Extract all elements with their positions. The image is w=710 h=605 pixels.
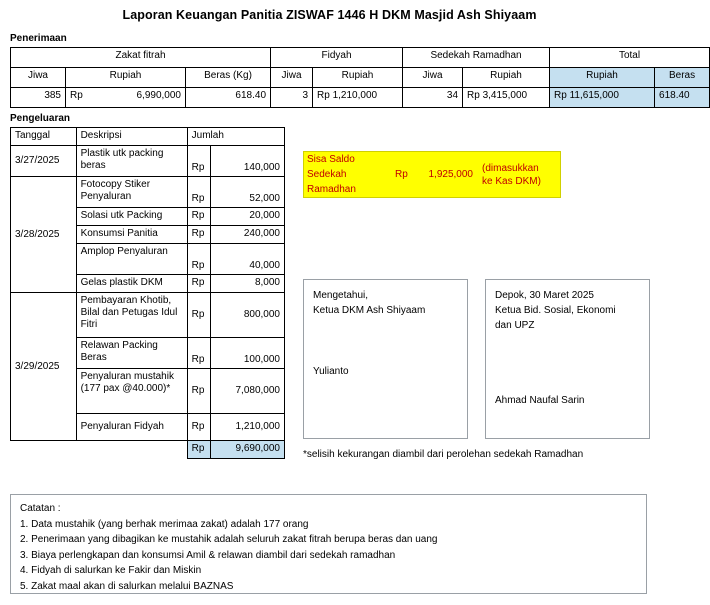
col-tanggal: Tanggal [11, 128, 77, 146]
total-spacer-2 [76, 441, 187, 459]
table-row-total [11, 441, 285, 459]
signature-left-line1: Mengetahui, [313, 290, 369, 301]
col-zakat-rupiah: Rupiah [66, 68, 186, 88]
sisa-saldo-line1: Sisa Saldo [307, 154, 355, 165]
cell-jumlah: 800,000 [210, 293, 284, 338]
table-row [11, 68, 710, 88]
pengeluaran-label: Pengeluaran [10, 113, 71, 124]
cell-deskripsi: Relawan Packing Beras [76, 338, 187, 369]
pengeluaran-area [10, 127, 649, 459]
cell-currency: Rp [187, 208, 210, 226]
cell-jumlah: 8,000 [210, 275, 284, 293]
sisa-saldo-amount: 1,925,000 [428, 169, 473, 180]
col-total-rupiah: Rupiah [550, 68, 655, 88]
total-jumlah: 9,690,000 [210, 441, 284, 459]
currency-symbol: Rp [70, 90, 83, 101]
table-row [11, 48, 710, 68]
cell-currency: Rp [187, 177, 210, 208]
cell-currency: Rp [187, 293, 210, 338]
penerimaan-group-sedekah: Sedekah Ramadhan [403, 48, 550, 68]
value-sedekah-jiwa: 34 [403, 88, 463, 108]
cell-jumlah: 1,210,000 [210, 414, 284, 441]
sisa-saldo-line2: Sedekah [307, 169, 347, 180]
cell-deskripsi: Gelas plastik DKM [76, 275, 187, 293]
col-total-beras: Beras [655, 68, 710, 88]
total-currency: Rp [187, 441, 210, 459]
signature-left-line2: Ketua DKM Ash Shiyaam [313, 305, 426, 316]
pengeluaran-table [10, 127, 285, 459]
penerimaan-table [10, 47, 710, 108]
catatan-item: 5. Zakat maal akan di salurkan melalui BAZNAS [20, 580, 234, 592]
cell-currency: Rp [187, 226, 210, 244]
cell-jumlah: 52,000 [210, 177, 284, 208]
signature-right-line3: dan UPZ [495, 320, 535, 331]
sisa-saldo-currency: Rp [395, 169, 408, 180]
signature-right-name: Ahmad Naufal Sarin [495, 395, 585, 406]
cell-deskripsi [76, 177, 187, 208]
col-jumlah: Jumlah [187, 128, 284, 146]
value-zakat-rupiah: 6,990,000 [136, 90, 181, 101]
signature-right-line2: Ketua Bid. Sosial, Ekonomi [495, 305, 616, 316]
sisa-saldo-box [303, 151, 561, 198]
table-row [11, 293, 285, 338]
table-row [11, 146, 285, 177]
cell-tanggal: 3/28/2025 [11, 177, 77, 293]
penerimaan-group-total: Total [550, 48, 710, 68]
cell-tanggal: 3/27/2025 [11, 146, 77, 177]
cell-deskripsi: Amplop Penyaluran [76, 244, 187, 275]
sisa-saldo-note-line1: (dimasukkan [482, 162, 539, 174]
col-fidyah-jiwa: Jiwa [271, 68, 313, 88]
cell-jumlah: 7,080,000 [210, 369, 284, 414]
value-fidyah-jiwa: 3 [271, 88, 313, 108]
penerimaan-group-zakat: Zakat fitrah [11, 48, 271, 68]
cell-currency: Rp [187, 338, 210, 369]
value-total-beras: 618.40 [655, 88, 710, 108]
sisa-saldo-note-line2: ke Kas DKM) [482, 175, 541, 187]
sisa-saldo-line3: Ramadhan [307, 184, 356, 195]
table-row [11, 88, 710, 108]
cell-jumlah: 100,000 [210, 338, 284, 369]
catatan-item: 3. Biaya perlengkapan dan konsumsi Amil & relawan diambil dari sedekah ramadhan [20, 549, 396, 561]
cell-jumlah: 40,000 [210, 244, 284, 275]
cell-deskripsi: Penyaluran Fidyah [76, 414, 187, 441]
cell-jumlah: 20,000 [210, 208, 284, 226]
cell-deskripsi: Konsumsi Panitia [76, 226, 187, 244]
cell-deskripsi: Solasi utk Packing [76, 208, 187, 226]
col-sedekah-rupiah: Rupiah [463, 68, 550, 88]
signature-left-name: Yulianto [313, 366, 349, 377]
cell-jumlah: 240,000 [210, 226, 284, 244]
col-zakat-jiwa: Jiwa [11, 68, 66, 88]
cell-currency: Rp [187, 244, 210, 275]
col-fidyah-rupiah: Rupiah [313, 68, 403, 88]
cell-jumlah: 140,000 [210, 146, 284, 177]
catatan-item: 4. Fidyah di salurkan ke Fakir dan Miskin [20, 565, 202, 576]
penerimaan-label: Penerimaan [10, 33, 67, 44]
cell-deskripsi: Plastik utk packing beras [76, 146, 187, 177]
cell-tanggal: 3/29/2025 [11, 293, 77, 441]
table-row [11, 128, 285, 146]
value-fidyah-rupiah: Rp 1,210,000 [313, 88, 403, 108]
deskripsi-text: Fotocopy Stiker Penyaluran [80, 179, 151, 202]
footnote-text: *selisih kekurangan diambil dari perolehan sedekah Ramadhan [303, 449, 584, 460]
value-zakat-beras: 618.40 [186, 88, 271, 108]
signature-block-left [303, 279, 468, 439]
penerimaan-group-fidyah: Fidyah [271, 48, 403, 68]
total-spacer-1 [11, 441, 77, 459]
cell-deskripsi: Pembayaran Khotib, Bilal dan Petugas Idul Fitri [76, 293, 187, 338]
cell-deskripsi: Penyaluran mustahik (177 pax @40.000)* [76, 369, 187, 414]
value-zakat-jiwa: 385 [11, 88, 66, 108]
catatan-title: Catatan : [20, 503, 61, 514]
value-zakat-rupiah-cell [66, 88, 186, 108]
table-row [304, 152, 560, 167]
catatan-box [10, 494, 647, 594]
cell-currency: Rp [187, 275, 210, 293]
catatan-item: 1. Data mustahik (yang berhak merimaa zakat) adalah 177 orang [20, 518, 309, 530]
table-row [11, 177, 285, 208]
signature-block-right [485, 279, 650, 439]
value-total-rupiah: Rp 11,615,000 [550, 88, 655, 108]
cell-currency: Rp [187, 414, 210, 441]
cell-currency: Rp [187, 369, 210, 414]
sisa-saldo-note [476, 152, 560, 197]
col-zakat-beras: Beras (Kg) [186, 68, 271, 88]
page-title: Laporan Keuangan Panitia ZISWAF 1446 H DKM Masjid Ash Shiyaam [122, 8, 537, 22]
value-sedekah-rupiah: Rp 3,415,000 [463, 88, 550, 108]
col-sedekah-jiwa: Jiwa [403, 68, 463, 88]
col-deskripsi: Deskripsi [76, 128, 187, 146]
signature-right-line1: Depok, 30 Maret 2025 [495, 290, 594, 301]
cell-currency: Rp [187, 146, 210, 177]
catatan-item: 2. Penerimaan yang dibagikan ke mustahik adalah seluruh zakat fitrah berupa beras dan uang [20, 534, 438, 545]
